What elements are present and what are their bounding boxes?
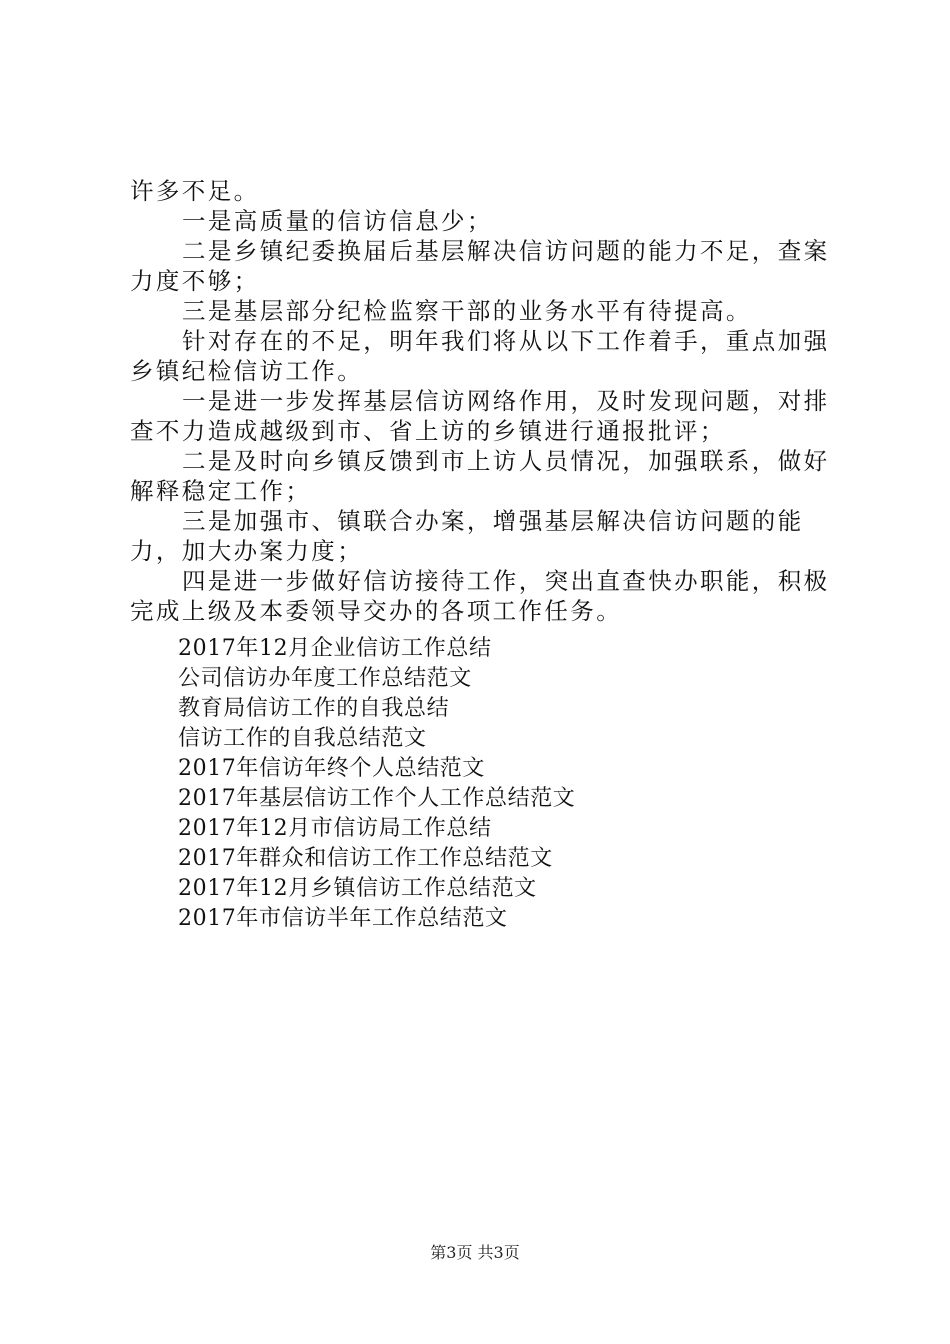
- related-article-link[interactable]: 公司信访办年度工作总结范文: [178, 666, 472, 691]
- paragraph: 针对存在的不足，明年我们将从以下工作着手，重点加强乡镇纪检信访工作。: [130, 327, 830, 385]
- related-article-link[interactable]: 2017年基层信访工作个人工作总结范文: [178, 786, 576, 811]
- paragraph: 四是进一步做好信访接待工作，突出直查快办职能，积极完成上级及本委领导交办的各项工作任务。: [130, 567, 830, 625]
- paragraph: 三是基层部分纪检监察干部的业务水平有待提高。: [182, 297, 752, 325]
- paragraph: 一是进一步发挥基层信访网络作用，及时发现问题，对排查不力造成越级到市、省上访的乡镇进行通报批评；: [130, 387, 830, 445]
- related-article-link[interactable]: 2017年市信访半年工作总结范文: [178, 906, 508, 931]
- related-articles-list: [178, 634, 778, 934]
- paragraph: 许多不足。: [130, 177, 260, 205]
- paragraph: 二是乡镇纪委换届后基层解决信访问题的能力不足，查案力度不够；: [130, 237, 830, 295]
- paragraph: 二是及时向乡镇反馈到市上访人员情况，加强联系，做好解释稳定工作；: [130, 447, 830, 505]
- related-article-link[interactable]: 教育局信访工作的自我总结: [178, 696, 450, 721]
- related-article-link[interactable]: 2017年群众和信访工作工作总结范文: [178, 846, 553, 871]
- related-article-link[interactable]: 2017年12月企业信访工作总结: [178, 636, 492, 661]
- body-text: [130, 176, 840, 626]
- related-article-link[interactable]: 2017年12月乡镇信访工作总结范文: [178, 876, 537, 901]
- paragraph: 一是高质量的信访信息少；: [182, 207, 493, 235]
- paragraph: 三是加强市、镇联合办案，增强基层解决信访问题的能力，加大办案力度；: [130, 507, 804, 565]
- related-article-link[interactable]: 信访工作的自我总结范文: [178, 726, 427, 751]
- page-number-footer: 第3页 共3页: [430, 1243, 520, 1262]
- related-article-link[interactable]: 2017年信访年终个人总结范文: [178, 756, 485, 781]
- related-article-link[interactable]: 2017年12月市信访局工作总结: [178, 816, 492, 841]
